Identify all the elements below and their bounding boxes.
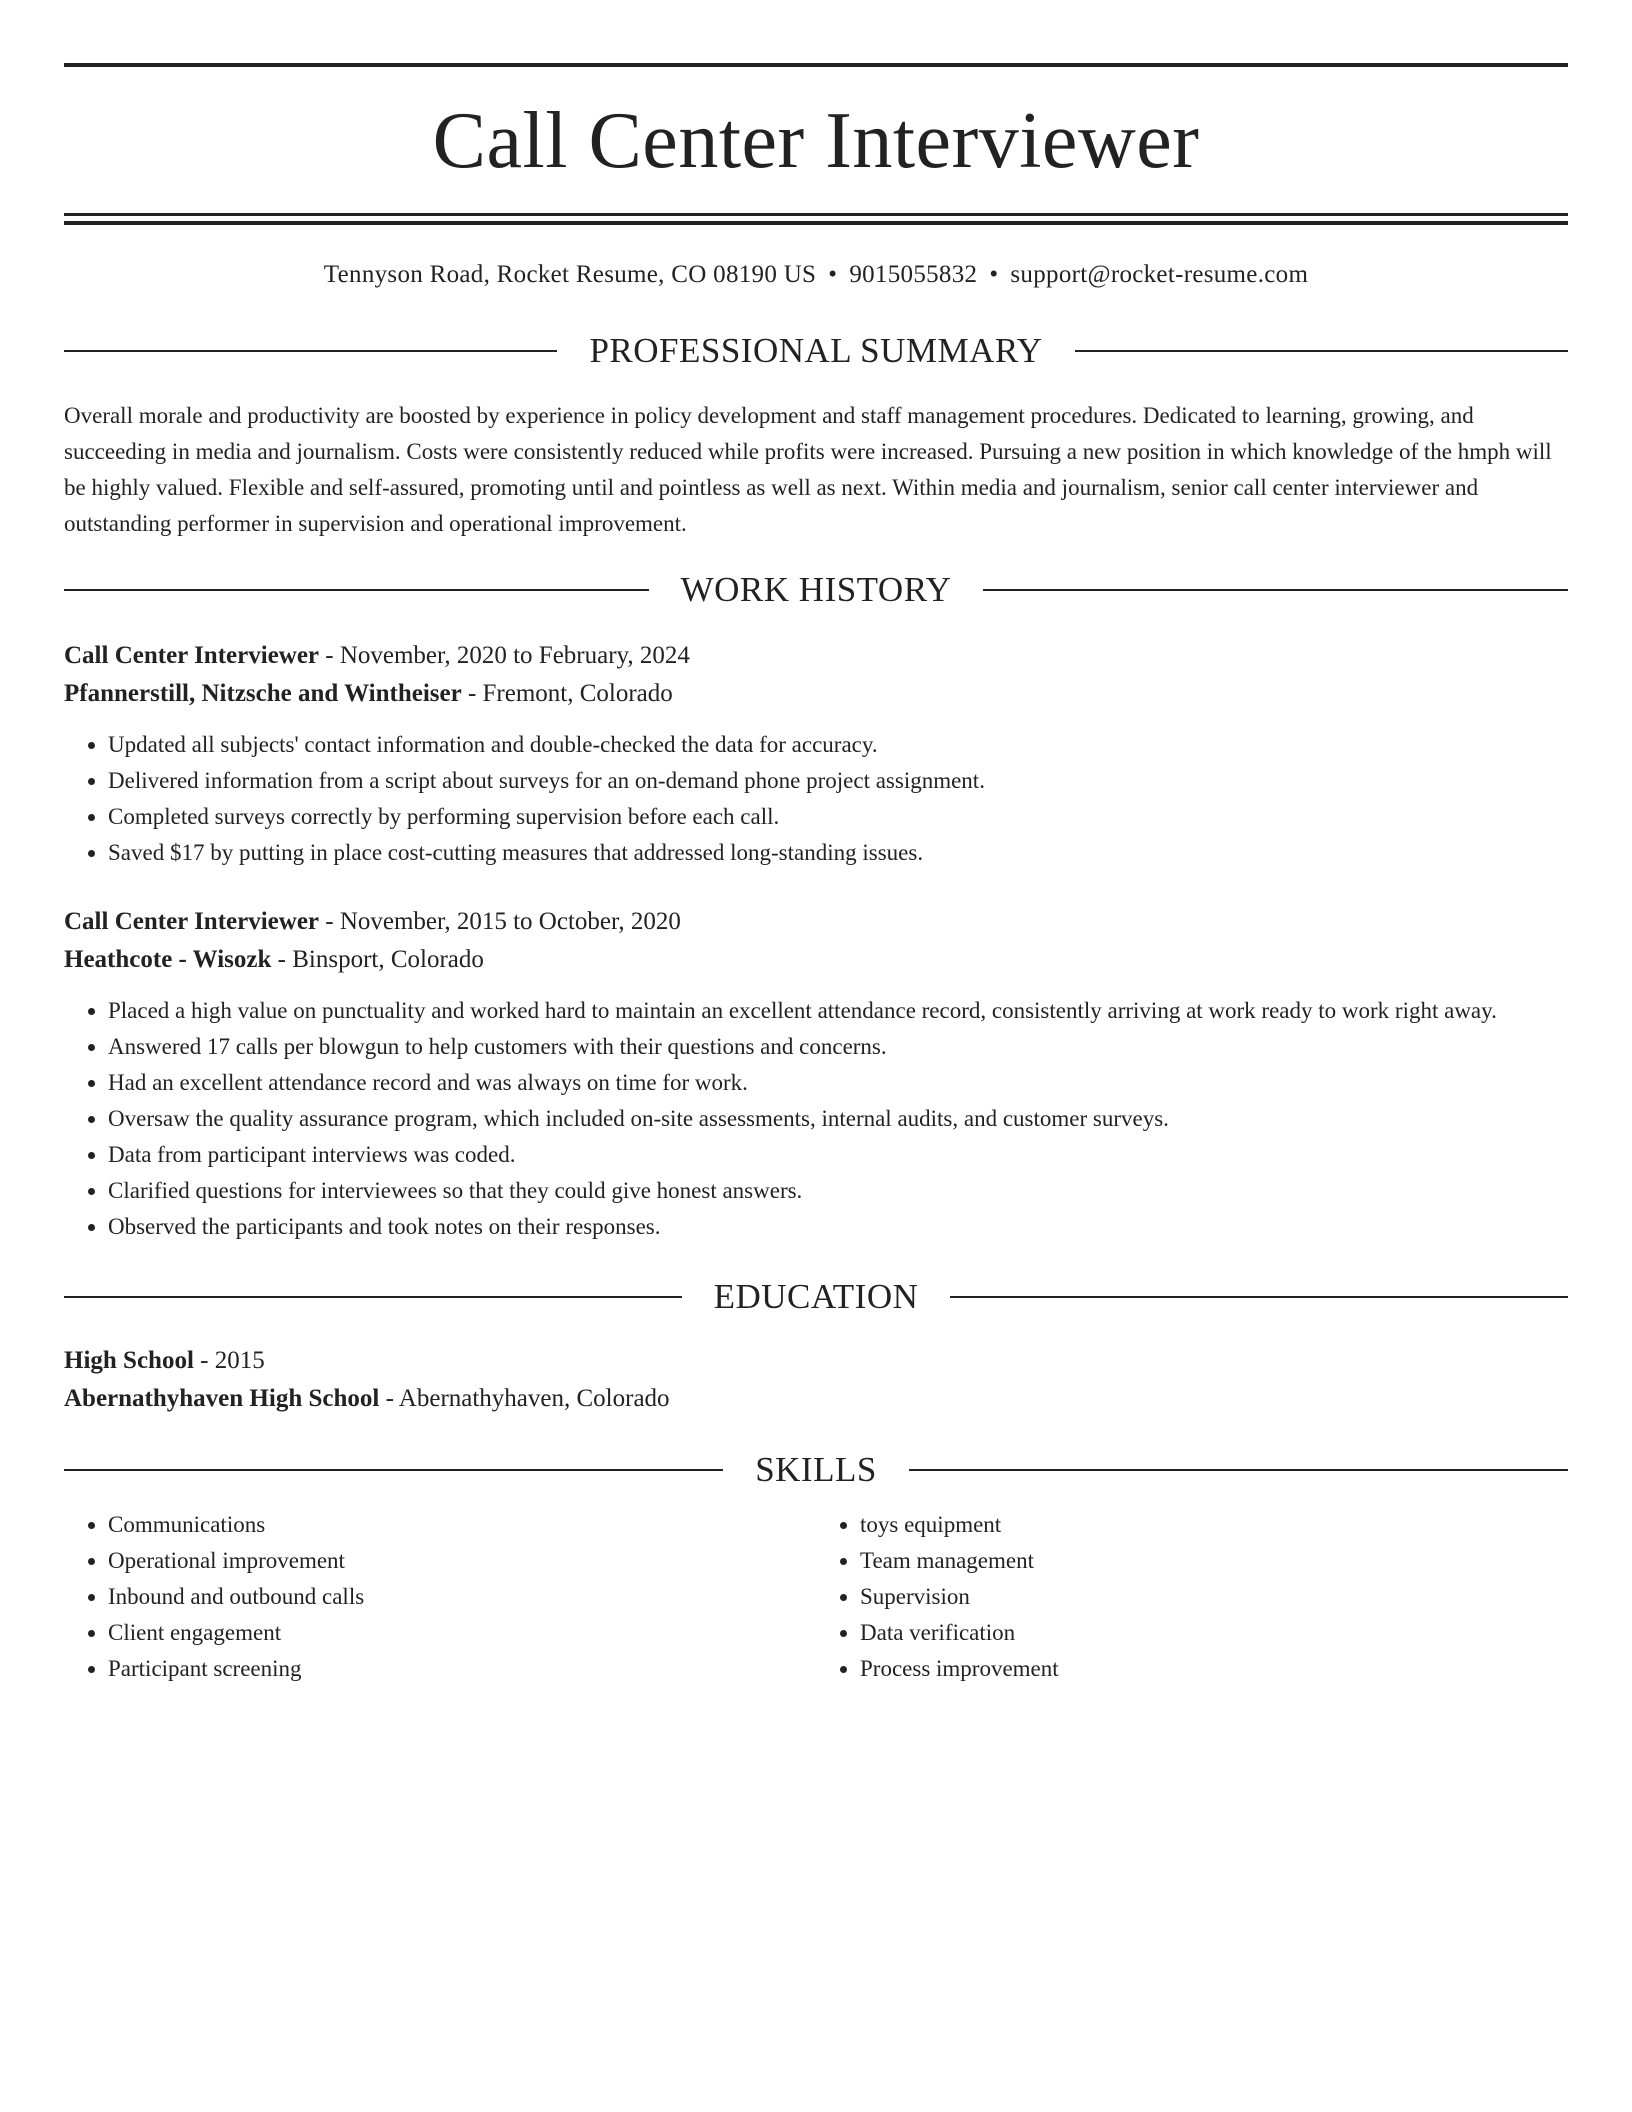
section-title: EDUCATION — [713, 1277, 919, 1316]
list-item: • Observed the participants and took notes on their responses. — [108, 1209, 1568, 1245]
contact-phone: 9015055832 — [849, 261, 978, 288]
job-title: Call Center Interviewer — [64, 642, 320, 669]
title-double-rule — [64, 213, 1568, 225]
list-item: • Data from participant interviews was coded. — [108, 1137, 1568, 1173]
job-location: - Binsport, Colorado — [271, 946, 484, 973]
job-title: Call Center Interviewer — [64, 908, 320, 935]
section-title: PROFESSIONAL SUMMARY — [589, 331, 1043, 370]
skills-grid — [64, 1507, 1568, 1687]
contact-separator: • — [989, 261, 999, 288]
skill-item: • Client engagement — [108, 1615, 816, 1651]
list-item: • Updated all subjects' contact information and double-checked the data for accuracy. — [108, 727, 1568, 763]
job-company: Heathcote - Wisozk — [64, 946, 272, 973]
job-title-line — [64, 903, 1568, 941]
skill-item: • Operational improvement — [108, 1543, 816, 1579]
divider-line — [64, 1296, 682, 1298]
section-title: SKILLS — [755, 1450, 877, 1489]
contact-line — [64, 261, 1568, 289]
list-item: • Saved $17 by putting in place cost-cutting measures that addressed long-standing issues. — [108, 835, 1568, 871]
list-item: • Answered 17 calls per blowgun to help customers with their questions and concerns. — [108, 1029, 1568, 1065]
summary-section-heading — [64, 333, 1568, 368]
job-dates: - November, 2015 to October, 2020 — [319, 908, 681, 935]
education-degree: High School — [64, 1347, 194, 1374]
skill-item: • Communications — [108, 1507, 816, 1543]
contact-separator: • — [828, 261, 838, 288]
job-dates: - November, 2020 to February, 2024 — [319, 642, 690, 669]
list-item: • Delivered information from a script about surveys for an on-demand phone project assignment. — [108, 763, 1568, 799]
divider-line — [64, 1469, 723, 1471]
education-location: - Abernathyhaven, Colorado — [379, 1385, 670, 1412]
work-section-heading — [64, 572, 1568, 607]
top-rule — [64, 63, 1568, 67]
job-bullets — [64, 727, 1568, 871]
skill-item: • Team management — [860, 1543, 1568, 1579]
page-title: Call Center Interviewer — [432, 97, 1200, 185]
divider-line — [983, 589, 1568, 591]
list-item: • Clarified questions for interviewees so that they could give honest answers. — [108, 1173, 1568, 1209]
skills-section-heading — [64, 1452, 1568, 1487]
skill-item: • toys equipment — [860, 1507, 1568, 1543]
job-location: - Fremont, Colorado — [461, 680, 673, 707]
skills-column-right — [816, 1507, 1568, 1687]
divider-line — [64, 350, 557, 352]
skill-item: • Process improvement — [860, 1651, 1568, 1687]
skill-item: • Data verification — [860, 1615, 1568, 1651]
summary-text: Overall morale and productivity are boosted by experience in policy development and staff management procedures. Dedicated to learning, growing, and succeeding in media and journalism. Costs were consistently reduced while profits were increased. Pursuing a new position in which knowledge of the hmph will be highly valued. Flexible and self-assured, promoting until and pointless as well as next. Within media and journalism, senior call center interviewer and outstanding performer in supervision and operational improvement. — [64, 403, 1552, 536]
list-item: • Completed surveys correctly by performing supervision before each call. — [108, 799, 1568, 835]
education-section-heading — [64, 1279, 1568, 1314]
skill-item: • Participant screening — [108, 1651, 816, 1687]
skill-item: • Inbound and outbound calls — [108, 1579, 816, 1615]
job-title-line — [64, 637, 1568, 675]
divider-line — [950, 1296, 1568, 1298]
education-school-line — [64, 1380, 1568, 1418]
job-bullets — [64, 993, 1568, 1245]
contact-address: Tennyson Road, Rocket Resume, CO 08190 US — [323, 261, 817, 288]
job-company-line — [64, 941, 1568, 979]
list-item: • Had an excellent attendance record and was always on time for work. — [108, 1065, 1568, 1101]
divider-line — [1075, 350, 1568, 352]
divider-line — [64, 589, 649, 591]
skills-column-left — [64, 1507, 816, 1687]
job-company-line — [64, 675, 1568, 713]
job-entry — [64, 637, 1568, 871]
divider-line — [909, 1469, 1568, 1471]
list-item: • Placed a high value on punctuality and worked hard to maintain an excellent attendance record, consistently arriving at work ready to work right away. — [108, 993, 1568, 1029]
list-item: • Oversaw the quality assurance program, which included on-site assessments, internal audits, and customer surveys. — [108, 1101, 1568, 1137]
education-degree-line — [64, 1342, 1568, 1380]
contact-email: support@rocket-resume.com — [1010, 261, 1309, 288]
education-year: - 2015 — [193, 1347, 265, 1374]
education-school: Abernathyhaven High School — [64, 1385, 380, 1412]
job-company: Pfannerstill, Nitzsche and Wintheiser — [64, 680, 462, 707]
section-title: WORK HISTORY — [680, 570, 952, 609]
job-entry — [64, 903, 1568, 1245]
education-entry — [64, 1342, 1568, 1418]
skill-item: • Supervision — [860, 1579, 1568, 1615]
